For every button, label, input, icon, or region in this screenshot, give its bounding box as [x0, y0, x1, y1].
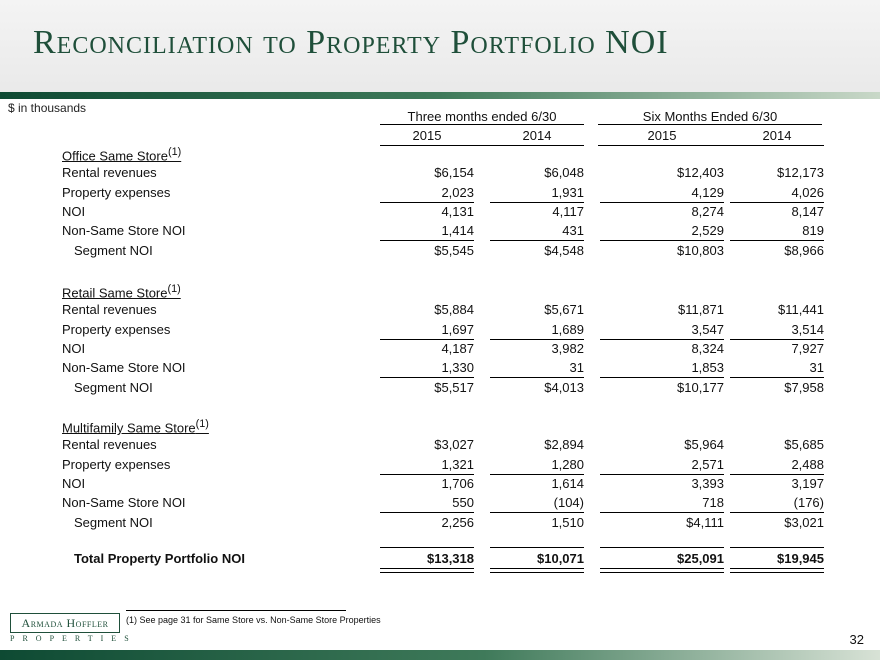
total-top-rule	[490, 547, 584, 548]
cell-value: 1,853	[691, 360, 724, 376]
subtotal-rule	[490, 202, 584, 203]
cell-value: 2,488	[791, 456, 824, 472]
cell-value: $5,964	[684, 437, 724, 453]
table-row	[62, 515, 832, 534]
cell-value: $12,403	[677, 165, 724, 181]
cell-value: $10,803	[677, 242, 724, 258]
total-top-rule	[730, 547, 824, 548]
subtotal-rule	[490, 474, 584, 475]
row-label: Property expenses	[62, 321, 171, 337]
subtotal-rule	[380, 240, 474, 241]
cell-value: 1,706	[441, 475, 474, 491]
subtotal-rule	[600, 377, 724, 378]
section-title: Office Same Store	[62, 148, 168, 164]
section-heading	[62, 283, 832, 302]
cell-value: 8,274	[691, 203, 724, 219]
cell-value: 3,197	[791, 475, 824, 491]
cell-value: 4,131	[441, 203, 474, 219]
cell-value: $11,871	[677, 302, 724, 318]
row-label: Non-Same Store NOI	[62, 360, 186, 376]
cell-value: 4,026	[791, 184, 824, 200]
cell-value: $6,154	[434, 165, 474, 181]
subtotal-rule	[600, 240, 724, 241]
subtotal-rule	[490, 339, 584, 340]
year-header: 2014	[522, 128, 552, 143]
section-title: Multifamily Same Store	[62, 420, 196, 436]
row-label: Segment NOI	[74, 242, 153, 258]
cell-value: 3,393	[691, 475, 724, 491]
total-row	[62, 551, 832, 570]
year-header: 2015	[412, 128, 442, 143]
row-label: Rental revenues	[62, 165, 157, 181]
row-label: NOI	[62, 340, 86, 356]
total-value: $19,945	[777, 551, 824, 566]
cell-value: $6,048	[544, 165, 584, 181]
cell-value: $4,548	[544, 242, 584, 258]
logo-subtitle: PROPERTIES	[10, 634, 137, 643]
total-value: $13,318	[427, 551, 474, 566]
cell-value: 1,697	[441, 321, 474, 337]
cell-value: $5,671	[544, 302, 584, 318]
row-label: NOI	[62, 475, 86, 491]
cell-value: 3,514	[791, 321, 824, 337]
cell-value: $5,517	[434, 379, 474, 395]
table-row	[62, 437, 832, 456]
subtotal-rule	[730, 474, 824, 475]
section-heading	[62, 146, 832, 165]
total-top-rule	[600, 547, 724, 548]
subtotal-rule	[490, 240, 584, 241]
cell-value: 819	[802, 223, 824, 239]
year-header: 2014	[762, 128, 792, 143]
subtotal-rule	[490, 377, 584, 378]
cell-value: $2,894	[544, 437, 584, 453]
footnote-rule	[126, 610, 346, 611]
cell-value: 4,129	[691, 184, 724, 200]
cell-value: 3,547	[691, 321, 724, 337]
cell-value: 8,147	[791, 203, 824, 219]
cell-value: $5,685	[784, 437, 824, 453]
row-label: Segment NOI	[74, 514, 153, 530]
table-row	[62, 165, 832, 184]
cell-value: $3,027	[434, 437, 474, 453]
total-value: $10,071	[537, 551, 584, 566]
cell-value: (176)	[793, 495, 824, 511]
subtotal-rule	[380, 512, 474, 513]
subtotal-rule	[380, 202, 474, 203]
cell-value: 2,256	[441, 514, 474, 530]
cell-value: 1,321	[441, 456, 474, 472]
subtotal-rule	[600, 202, 724, 203]
row-label: Segment NOI	[74, 379, 153, 395]
row-label: Non-Same Store NOI	[62, 495, 186, 511]
cell-value: 1,510	[551, 514, 584, 530]
cell-value: $4,111	[686, 514, 724, 530]
company-logo	[10, 613, 137, 647]
footnote: (1) See page 31 for Same Store vs. Non-Same Store Properties	[126, 615, 381, 625]
cell-value: $12,173	[777, 165, 824, 181]
cell-value: $11,441	[777, 302, 824, 318]
subtotal-rule	[380, 474, 474, 475]
total-label: Total Property Portfolio NOI	[74, 551, 245, 566]
cell-value: 1,414	[441, 223, 474, 239]
subtotal-rule	[490, 512, 584, 513]
table-row	[62, 380, 832, 399]
subtotal-rule	[730, 202, 824, 203]
cell-value: 1,931	[551, 184, 584, 200]
subtotal-rule	[730, 377, 824, 378]
logo-name: Armada Hoffler	[10, 613, 120, 633]
table-row	[62, 243, 832, 262]
cell-value: $4,013	[544, 379, 584, 395]
cell-value: $3,021	[784, 514, 824, 530]
header-six-months: Six Months Ended 6/30	[598, 109, 822, 125]
total-top-rule	[380, 547, 474, 548]
row-label: NOI	[62, 203, 86, 219]
page-number: 32	[849, 632, 864, 647]
subtotal-rule	[730, 512, 824, 513]
title-rule	[0, 92, 880, 99]
cell-value: 3,982	[551, 340, 584, 356]
cell-value: $5,545	[434, 242, 474, 258]
cell-value: $5,884	[434, 302, 474, 318]
row-label: Non-Same Store NOI	[62, 223, 186, 239]
row-label: Property expenses	[62, 456, 171, 472]
row-label: Rental revenues	[62, 302, 157, 318]
cell-value: 550	[452, 495, 474, 511]
cell-value: 1,689	[551, 321, 584, 337]
cell-value: 4,187	[441, 340, 474, 356]
cell-value: 2,023	[441, 184, 474, 200]
units-note: $ in thousands	[8, 101, 87, 115]
cell-value: 1,280	[551, 456, 584, 472]
table-row	[62, 476, 832, 495]
cell-value: 31	[569, 360, 584, 376]
table-row	[62, 341, 832, 360]
cell-value: (104)	[553, 495, 584, 511]
table-row	[62, 302, 832, 321]
cell-value: $10,177	[677, 379, 724, 395]
table-row	[62, 204, 832, 223]
page-title: Reconciliation to Property Portfolio NOI	[33, 24, 669, 61]
cell-value: 2,529	[691, 223, 724, 239]
header-three-months: Three months ended 6/30	[380, 109, 584, 125]
row-label: Rental revenues	[62, 437, 157, 453]
footnote-marker: (1)	[167, 283, 181, 295]
cell-value: 31	[809, 360, 824, 376]
subtotal-rule	[600, 474, 724, 475]
cell-value: 1,614	[551, 475, 584, 491]
cell-value: $7,958	[784, 379, 824, 395]
cell-value: 7,927	[791, 340, 824, 356]
cell-value: 2,571	[691, 456, 724, 472]
subtotal-rule	[730, 240, 824, 241]
cell-value: 431	[562, 223, 584, 239]
cell-value: $8,966	[784, 242, 824, 258]
row-label: Property expenses	[62, 184, 171, 200]
cell-value: 718	[702, 495, 724, 511]
footnote-marker: (1)	[195, 418, 209, 430]
section-title: Retail Same Store	[62, 285, 168, 301]
subtotal-rule	[730, 339, 824, 340]
subtotal-rule	[380, 339, 474, 340]
subtotal-rule	[600, 339, 724, 340]
cell-value: 1,330	[441, 360, 474, 376]
subtotal-rule	[380, 377, 474, 378]
section-heading	[62, 418, 832, 437]
cell-value: 4,117	[552, 203, 584, 219]
subtotal-rule	[600, 512, 724, 513]
footer-bar	[0, 650, 880, 660]
total-value: $25,091	[677, 551, 724, 566]
footnote-marker: (1)	[167, 146, 182, 158]
cell-value: 8,324	[691, 340, 724, 356]
year-header: 2015	[647, 128, 677, 143]
